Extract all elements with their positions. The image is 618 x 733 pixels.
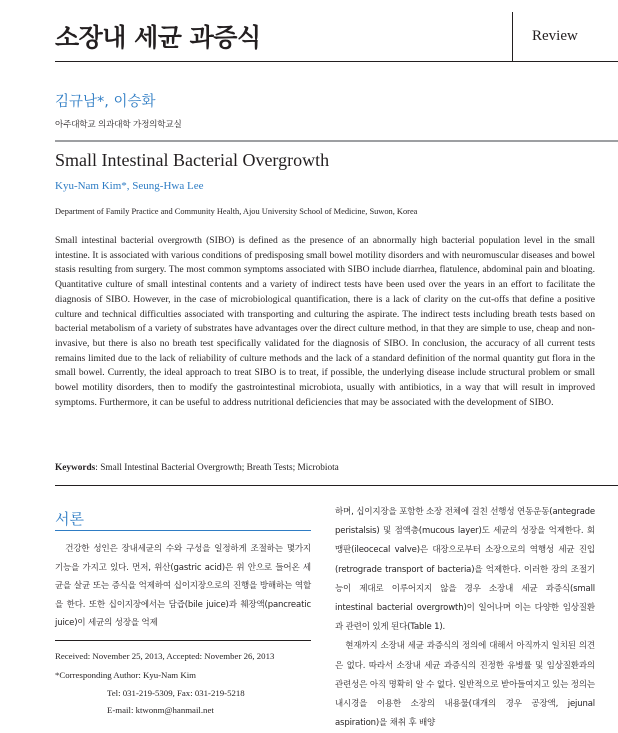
abstract: Small intestinal bacterial overgrowth (SIBO) is defined as the presence of an abnormally high bacterial population level in the small intestine. It is associated with various conditions of predisposing small bowel motility disorders and with neuromuscular diseases and bowel stasis resulting from surgery. The most common symptoms associated with SIBO include diarrhea, flatulence, abdominal pain and bloating. Quantitative culture of small intestinal contents and a variety of indirect tests have been used over the years in an effort to facilitate the diagnosis of SIBO. However, in the case of microbiological quantification, there is a lack of clarity on the cut-offs that define a positive culture and technical difficulties associated with transporting and culturing the aspirate. The indirect tests including breath tests based on bacterial metabolism of a variety of substrates have advantages over the direct culture method, in that they are simple to use, cheap and non-invasive, but there is also no breath test specifically validated for the diagnosis of SIBO. In conclusion, the accuracy of all current tests remains limited due to the lack of reliability of culture methods and the lack of a standard definition of the normal quantity gut flora in the small bowel. Currently, the ideal approach to treat SIBO is to treat, if possible, the underlying disease include structural problem or small bowel motility disorders, then to modify the gastrointestinal microbiota, usually with antibiotics, in a way that will result in improved symptoms. Furthermore, it can be useful to address nutritional deficiencies that may be associated with the development of SIBO. <box>55 235 595 408</box>
korean-title: 소장내 세균 과증식 <box>55 23 261 52</box>
header-vertical-divider <box>512 12 513 61</box>
footnote-rule <box>55 640 311 641</box>
keywords-text: : Small Intestinal Bacterial Overgrowth; Breath Tests; Microbiota <box>95 463 339 473</box>
left-column-paragraph: 건강한 성인은 장내세균의 수와 구성을 일정하게 조절하는 몇가지 기능을 가지고 있다. 먼저, 위산(gastric acid)은 위 안으로 들어온 세균을 살균 또는 증식을 억제하여 십이지장으로의 진행을 방해하는 역할을 한다. 또한 십이지장에서는 담즙(bile juice)과 췌장액(pancreatic juice)이 세균의 성장을 억제 <box>55 544 311 629</box>
korean-affiliation: 아주대학교 의과대학 가정의학교실 <box>55 120 182 130</box>
header-rule <box>55 61 618 62</box>
english-affiliation: Department of Family Practice and Community Health, Ajou University School of Medicine, Suwon, Korea <box>55 207 418 216</box>
english-authors: Kyu-Nam Kim*, Seung-Hwa Lee <box>55 180 204 192</box>
keywords-label: Keywords <box>55 463 96 473</box>
contact-email: E-mail: ktwonm@hanmail.net <box>107 705 214 715</box>
right-column-body <box>335 503 595 733</box>
english-title: Small Intestinal Bacterial Overgrowth <box>55 150 330 170</box>
keywords-rule <box>55 485 618 486</box>
corresponding-author: *Corresponding Author: Kyu-Nam Kim <box>55 670 196 680</box>
section-heading-rule <box>55 530 311 531</box>
contact-tel-fax: Tel: 031-219-5309, Fax: 031-219-5218 <box>107 688 245 698</box>
received-dates: Received: November 25, 2013, Accepted: November 26, 2013 <box>55 651 275 661</box>
section-heading: 서론 <box>55 510 84 528</box>
right-paragraph-second: 현재까지 소장내 세균 과증식의 정의에 대해서 아직까지 일치된 의견은 없다. 따라서 소장내 세균 과증식의 진정한 유병률 및 임상질환과의 관련성은 아직 명확히 알 수 없다. 일반적으로 받아들여지고 있는 정의는 내시경을 이용한 소장의 내용물(대개의 경우 공장액, jejunal aspiration)을 채취 후 배양 <box>335 641 595 729</box>
korean-authors: 김규남*, 이승화 <box>55 94 156 110</box>
keywords <box>55 463 339 473</box>
right-paragraph-continuation: 하며, 십이지장을 포함한 소장 전체에 걸친 선행성 연동운동(antegrade peristalsis) 및 점액층(mucous layer)도 세균의 성장을 억제한다. 회맹판(ileocecal valve)은 대장으로부터 소장으로의 역행성 세균 진입(retrograde transport of bacteria)을 억제한다. 이러한 장의 조절기능이 제대로 이루어지지 않을 경우 소장내 세균 과증식(small intestinal bacterial overgrowth)이 일어나며 이는 다양한 임상질환과 관련이 있게 된다(Table 1). <box>335 507 595 633</box>
section-divider <box>55 140 618 142</box>
article-type-label: Review <box>532 28 578 44</box>
